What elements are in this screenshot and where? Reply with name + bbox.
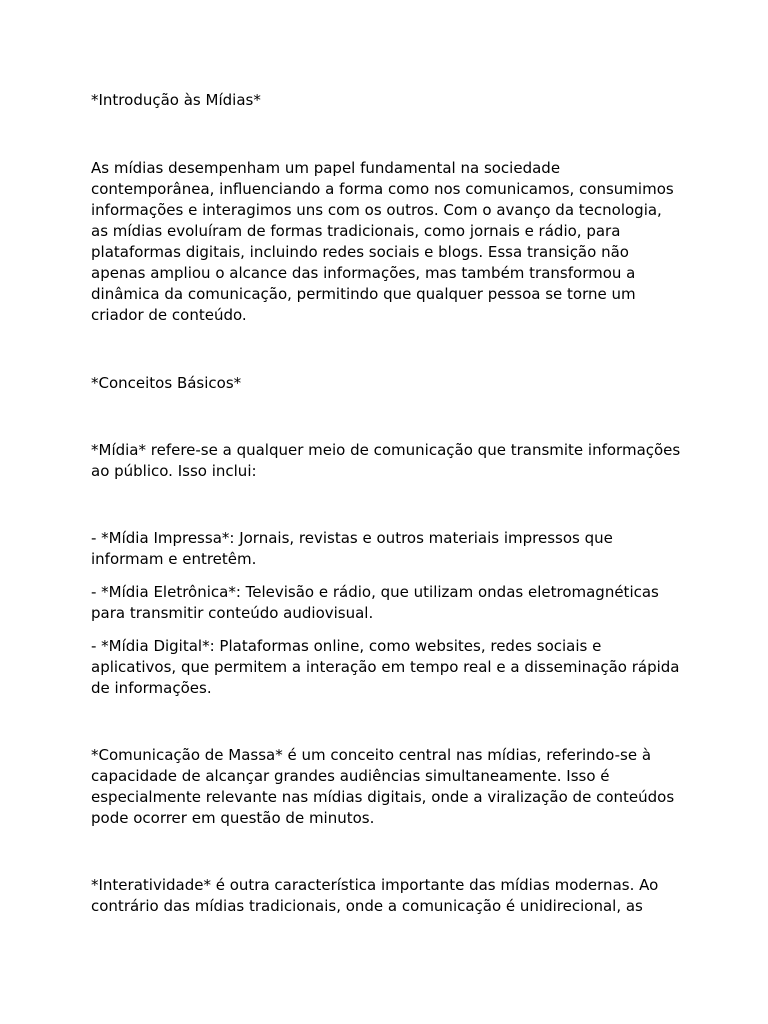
mass-communication-paragraph: *Comunicação de Massa* é um conceito central nas mídias, referindo-se à capacidade de alcançar grandes audiências simultaneamente. Isso é especialmente relevante nas mídias digitais, onde a viralização de conteúdos pode ocorrer em questão de minutos. (91, 746, 675, 827)
list-item: - *Mídia Eletrônica*: Televisão e rádio, que utilizam ondas eletromagnéticas para transmitir conteúdo audiovisual. (91, 583, 659, 622)
document-title: *Introdução às Mídias* (91, 91, 261, 109)
document-page (91, 90, 683, 917)
section-heading-concepts: *Conceitos Básicos* (91, 374, 242, 392)
list-item: - *Mídia Digital*: Plataformas online, como websites, redes sociais e aplicativos, que permitem a interação em tempo real e a disseminação rápida de informações. (91, 637, 680, 697)
interactivity-paragraph: *Interatividade* é outra característica importante das mídias modernas. Ao contrário das mídias tradicionais, onde a comunicação é unidirecional, as (91, 876, 659, 915)
intro-paragraph: As mídias desempenham um papel fundamental na sociedade contemporânea, influenciando a forma como nos comunicamos, consumimos informações e interagimos uns com os outros. Com o avanço da tecnologia, as mídias evoluíram de formas tradicionais, como jornais e rádio, para plataformas digitais, incluindo redes sociais e blogs. Essa transição não apenas ampliou o alcance das informações, mas também transformou a dinâmica da comunicação, permitindo que qualquer pessoa se torne um criador de conteúdo. (91, 159, 674, 324)
midia-definition-paragraph: *Mídia* refere-se a qualquer meio de comunicação que transmite informações ao público. Isso inclui: (91, 441, 681, 480)
list-item: - *Mídia Impressa*: Jornais, revistas e outros materiais impressos que informam e entretêm. (91, 529, 613, 568)
